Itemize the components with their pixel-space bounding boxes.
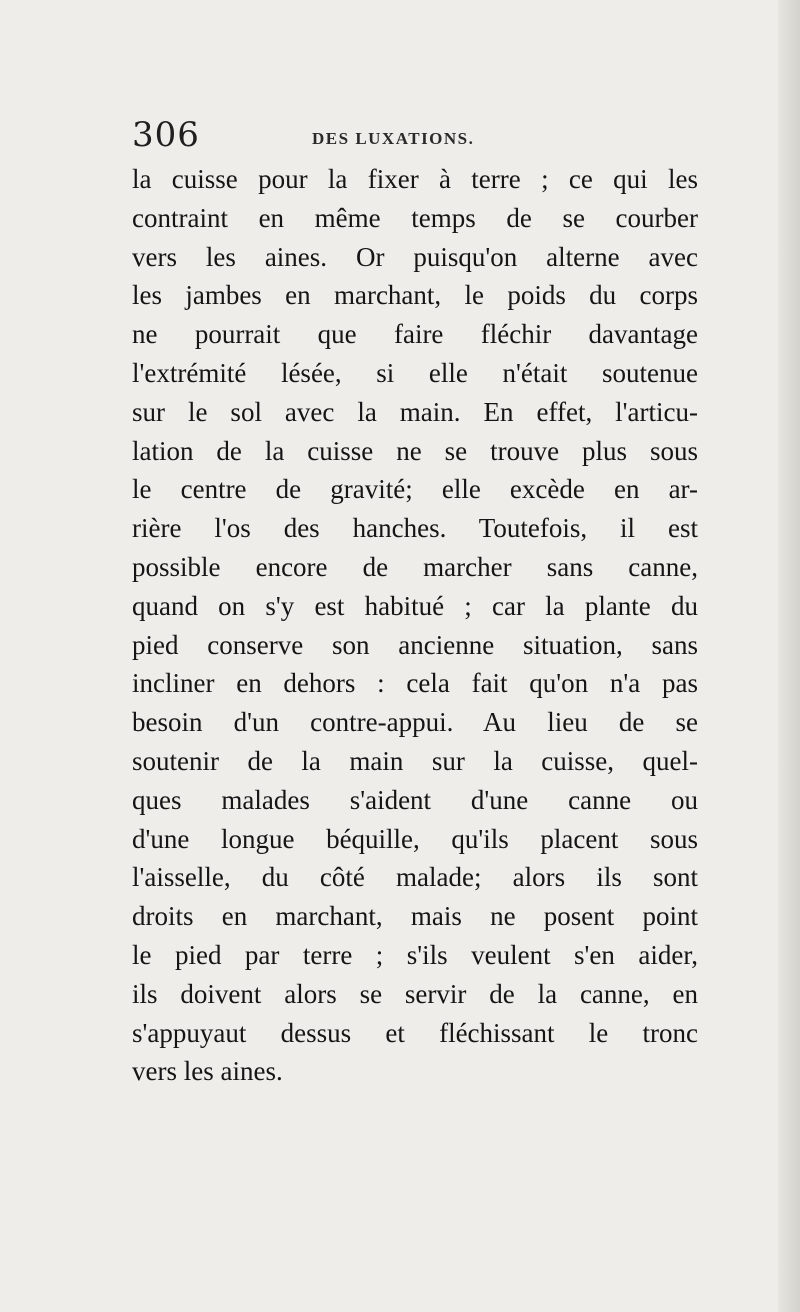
text-line: l'extrémité lésée, si elle n'était soutenue — [132, 357, 698, 388]
text-line: le centre de gravité; elle excède en ar- — [132, 474, 698, 505]
text-line: possible encore de marcher sans canne, — [132, 551, 698, 582]
page-edge-shadow — [778, 0, 800, 1312]
text-line: incliner en dehors : cela fait qu'on n'a pas — [132, 668, 698, 699]
text-line: sur le sol avec la main. En effet, l'articu- — [132, 396, 698, 427]
page-number: 306 — [132, 115, 200, 155]
text-line: les jambes en marchant, le poids du corps — [132, 280, 698, 311]
page-header — [132, 115, 672, 157]
text-line: soutenir de la main sur la cuisse, quel- — [132, 745, 698, 776]
text-line: lation de la cuisse ne se trouve plus sous — [132, 435, 698, 466]
text-line: besoin d'un contre-appui. Au lieu de se — [132, 707, 698, 738]
running-head: DES LUXATIONS. — [312, 129, 475, 148]
text-line: rière l'os des hanches. Toutefois, il est — [132, 513, 698, 544]
text-line: quand on s'y est habitué ; car la plante du — [132, 590, 698, 621]
text-line: d'une longue béquille, qu'ils placent sous — [132, 823, 698, 854]
text-line: la cuisse pour la fixer à terre ; ce qui les — [132, 164, 698, 194]
text-line: le pied par terre ; s'ils veulent s'en aider, — [132, 939, 698, 970]
text-line: ils doivent alors se servir de la canne, en — [132, 978, 698, 1009]
text-line: contraint en même temps de se courber — [132, 202, 698, 233]
text-line: pied conserve son ancienne situation, sans — [132, 629, 698, 660]
text-line: vers les aines. Or puisqu'on alterne avec — [132, 241, 698, 272]
text-line: ques malades s'aident d'une canne ou — [132, 784, 698, 815]
text-line: droits en marchant, mais ne posent point — [132, 901, 698, 932]
body-text — [132, 160, 698, 1091]
text-line-last: vers les aines. — [132, 1056, 283, 1087]
text-line: l'aisselle, du côté malade; alors ils sont — [132, 862, 698, 893]
text-line: s'appuyaut dessus et fléchissant le tronc — [132, 1017, 698, 1048]
text-line: ne pourrait que faire fléchir davantage — [132, 319, 698, 350]
